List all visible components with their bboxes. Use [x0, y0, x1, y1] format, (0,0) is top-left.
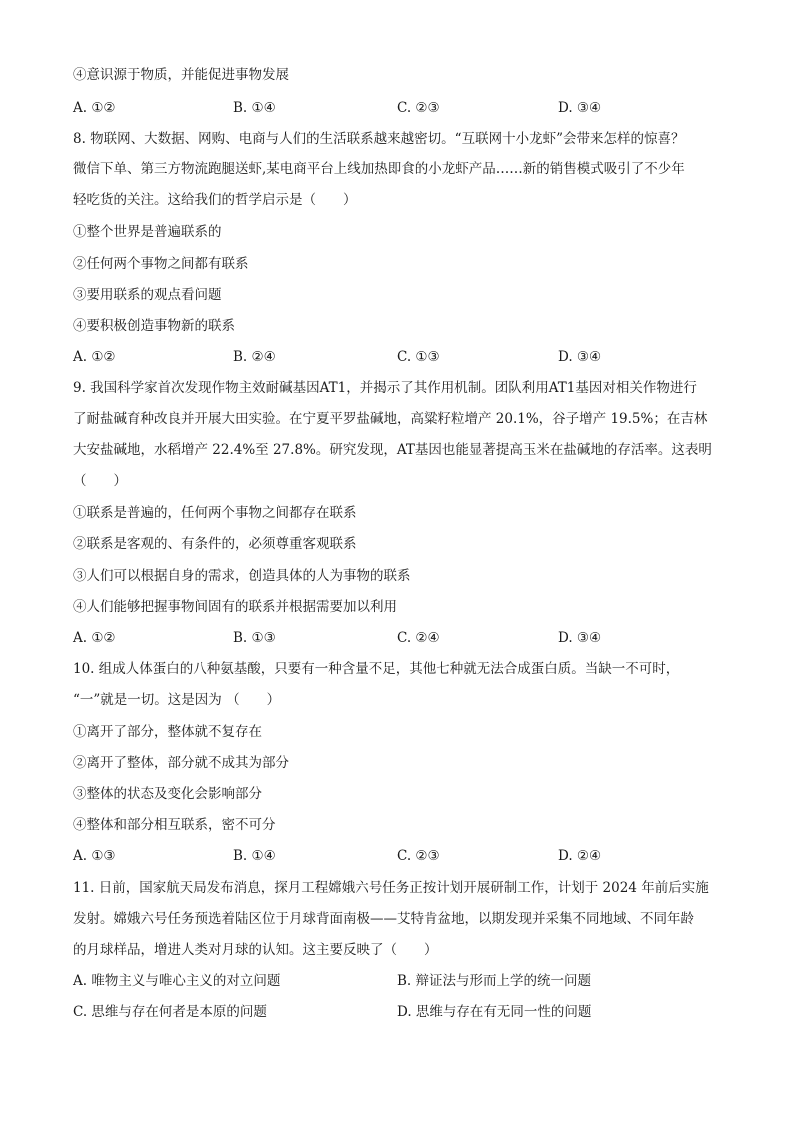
option-a: A. ①②	[73, 349, 116, 365]
question-stem-line: 大安盐碱地，水稻增产 22.4%至 27.8%。研究发现，AT基因也能显著提高玉米在盐碱地的存活率。这表明	[73, 442, 712, 458]
option-d: D. ③④	[558, 100, 602, 116]
statement-3: ③整体的状态及变化会影响部分	[73, 786, 262, 802]
statement-1: ①离开了部分，整体就不复存在	[73, 724, 262, 740]
statement-2: ②离开了整体，部分就不成其为部分	[73, 755, 289, 771]
option-a: A. ①②	[73, 630, 116, 646]
option-b: B. ①④	[233, 100, 276, 116]
option-b: B. ②④	[233, 349, 276, 365]
option-a: A. ①③	[73, 848, 116, 864]
option-b: B. ①③	[233, 630, 276, 646]
question-stem-line: 发射。嫦娥六号任务预选着陆区位于月球背面南极——艾特肯盆地，以期发现并采集不同地域、不同年龄	[73, 911, 694, 927]
question-stem-line: 轻吃货的关注。这给我们的哲学启示是（ ）	[73, 192, 357, 208]
option-a: A. 唯物主义与唯心主义的对立问题	[73, 973, 281, 989]
option-b: B. ①④	[233, 848, 276, 864]
question-stem-line: 微信下单、第三方物流跑腿送虾,某电商平台上线加热即食的小龙虾产品……新的销售模式吸引了不少年	[73, 161, 685, 177]
option-b: B. 辩证法与形而上学的统一问题	[397, 973, 592, 989]
option-c: C. ②③	[397, 848, 440, 864]
option-d: D. ②④	[558, 848, 602, 864]
question-stem-line: 8. 物联网、大数据、网购、电商与人们的生活联系越来越密切。“互联网十小龙虾”会带来怎样的惊喜？	[73, 131, 685, 147]
question-stem-line: 了耐盐碱育种改良并开展大田实验。在宁夏平罗盐碱地，高粱籽粒增产 20.1%，谷子增产 19.5%；在吉林	[73, 411, 708, 427]
option-d: D. 思维与存在有无同一性的问题	[397, 1004, 592, 1020]
statement-1: ①联系是普遍的，任何两个事物之间都存在联系	[73, 505, 357, 521]
statement-4: ④整体和部分相互联系，密不可分	[73, 817, 276, 833]
question-stem-line: 的月球样品，增进人类对月球的认知。这主要反映了（ ）	[73, 942, 438, 958]
statement-4: ④人们能够把握事物间固有的联系并根据需要加以利用	[73, 599, 397, 615]
statement-1: ①整个世界是普遍联系的	[73, 224, 222, 240]
statement-2: ②任何两个事物之间都有联系	[73, 256, 249, 272]
question-stem-line: （ ）	[73, 473, 127, 489]
option-a: A. ①②	[73, 100, 116, 116]
question-stem-line: 9. 我国科学家首次发现作物主效耐碱基因AT1，并揭示了其作用机制。团队利用AT1基因对相关作物进行	[73, 380, 697, 396]
option-c: C. ②③	[397, 100, 440, 116]
statement-4: ④意识源于物质，并能促进事物发展	[73, 67, 289, 83]
question-stem-line: 11. 日前，国家航天局发布消息，探月工程嫦娥六号任务正按计划开展研制工作，计划于 2024 年前后实施	[73, 880, 709, 896]
statement-3: ③人们可以根据自身的需求，创造具体的人为事物的联系	[73, 568, 411, 584]
option-c: C. ②④	[397, 630, 440, 646]
question-stem-line: 10. 组成人体蛋白的八种氨基酸，只要有一种含量不足，其他七种就无法合成蛋白质。当缺一不可时，	[73, 661, 680, 677]
statement-4: ④要积极创造事物新的联系	[73, 318, 235, 334]
option-c: C. 思维与存在何者是本原的问题	[73, 1004, 267, 1020]
option-c: C. ①③	[397, 349, 440, 365]
statement-2: ②联系是客观的、有条件的，必须尊重客观联系	[73, 536, 357, 552]
statement-3: ③要用联系的观点看问题	[73, 287, 222, 303]
option-d: D. ③④	[558, 349, 602, 365]
option-d: D. ③④	[558, 630, 602, 646]
question-stem-line: “一”就是一切。这是因为 （ ）	[73, 692, 281, 708]
